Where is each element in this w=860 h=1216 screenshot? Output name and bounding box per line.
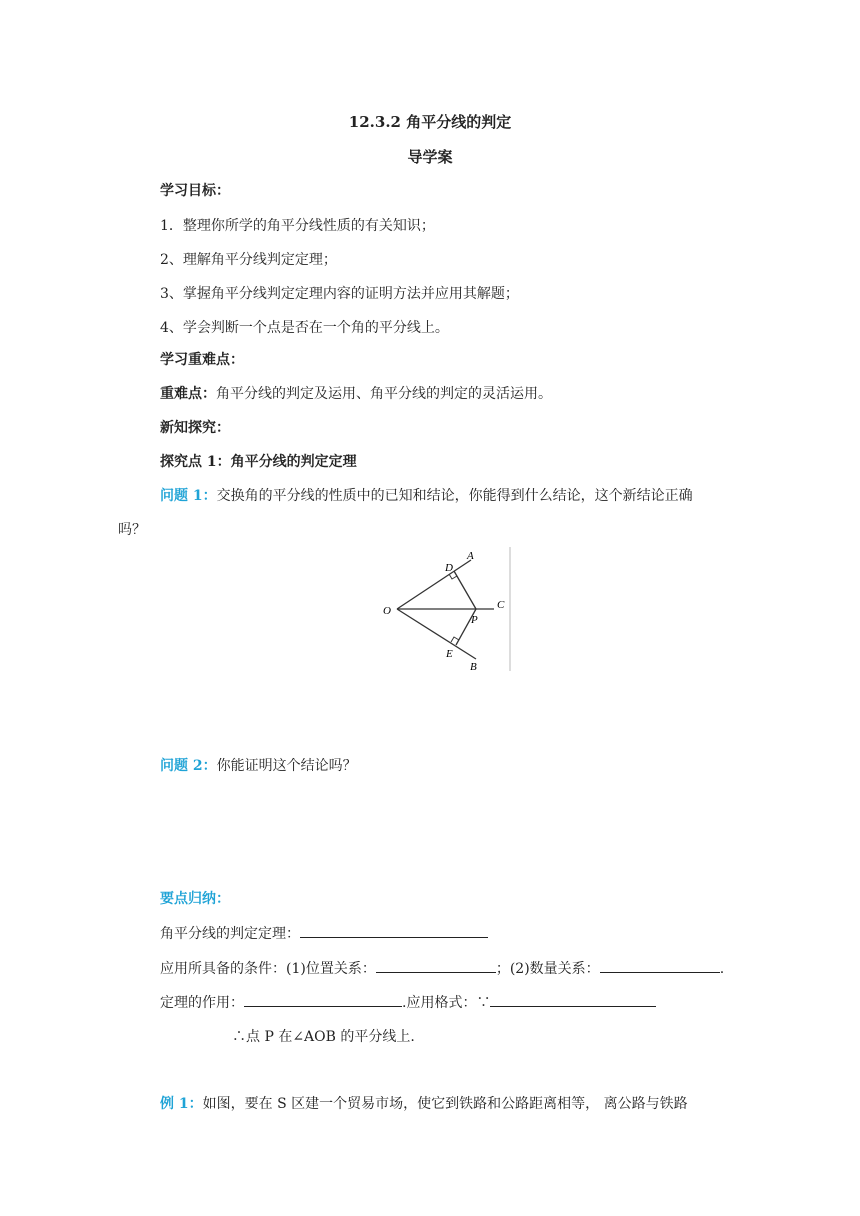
- question-1: [160, 486, 693, 506]
- theorem-use-blank[interactable]: [244, 992, 402, 1007]
- summary-theorem-label: 角平分线的判定定理：: [160, 926, 300, 942]
- objective-item: 2、理解角平分线判定定理；: [160, 252, 337, 268]
- summary-conditions: [160, 958, 724, 979]
- question-2: [160, 756, 357, 776]
- keypoints-line: [160, 384, 552, 404]
- conditions-label-b: ；(2)数量关系：: [495, 961, 600, 977]
- summary-use: [160, 992, 656, 1013]
- label-b: B: [470, 661, 477, 673]
- label-p: P: [471, 614, 478, 626]
- label-e: E: [446, 648, 453, 660]
- explore-heading: 新知探究：: [160, 420, 230, 436]
- position-relation-blank[interactable]: [376, 958, 496, 973]
- conditions-label-a: 应用所具备的条件：(1)位置关系：: [160, 961, 376, 977]
- objective-item: 4、学会判断一个点是否在一个角的平分线上。: [160, 320, 449, 336]
- use-label-b: .应用格式：∵: [402, 995, 491, 1011]
- page-subtitle: 导学案: [407, 148, 453, 166]
- example-1-label: 例 1：: [160, 1096, 203, 1112]
- summary-therefore: ∴点 P 在∠AOB 的平分线上.: [232, 1029, 415, 1045]
- segment-pd: [454, 571, 476, 609]
- application-format-blank[interactable]: [490, 992, 656, 1007]
- angle-bisector-figure: [380, 545, 512, 673]
- question-1-text: 交换角的平分线的性质中的已知和结论，你能得到什么结论，这个新结论正确: [216, 488, 693, 504]
- explore-point1: 探究点 1：角平分线的判定定理: [160, 454, 357, 470]
- objective-item: 3、掌握角平分线判定定理内容的证明方法并应用其解题；: [160, 286, 519, 302]
- question-1-continued: 吗？: [118, 522, 146, 538]
- objectives-heading: 学习目标：: [160, 183, 230, 199]
- ray-ob: [397, 609, 476, 659]
- label-d: D: [445, 562, 453, 574]
- keypoints-label: 重难点：: [160, 386, 216, 402]
- use-label-a: 定理的作用：: [160, 995, 244, 1011]
- question-2-label: 问题 2：: [160, 758, 217, 774]
- keypoints-text: 角平分线的判定及运用、角平分线的判定的灵活运用。: [216, 386, 552, 402]
- theorem-blank[interactable]: [300, 923, 488, 938]
- label-a: A: [467, 550, 474, 562]
- quantity-relation-blank[interactable]: [600, 958, 720, 973]
- conditions-label-c: .: [719, 961, 725, 977]
- question-2-text: 你能证明这个结论吗？: [216, 758, 357, 774]
- example-1: [160, 1094, 688, 1114]
- ray-oa: [397, 560, 471, 609]
- summary-theorem: [160, 923, 488, 944]
- example-1-text: 如图，要在 S 区建一个贸易市场，使它到铁路和公路距离相等， 离公路与铁路: [202, 1096, 688, 1112]
- keypoints-heading: 学习重难点：: [160, 352, 244, 368]
- question-1-label: 问题 1：: [160, 488, 217, 504]
- objective-item: 1．整理你所学的角平分线性质的有关知识；: [160, 218, 435, 234]
- page-title: 12.3.2 角平分线的判定: [348, 113, 512, 131]
- label-c: C: [497, 599, 505, 611]
- summary-heading: 要点归纳：: [160, 891, 230, 907]
- label-o: O: [383, 605, 391, 617]
